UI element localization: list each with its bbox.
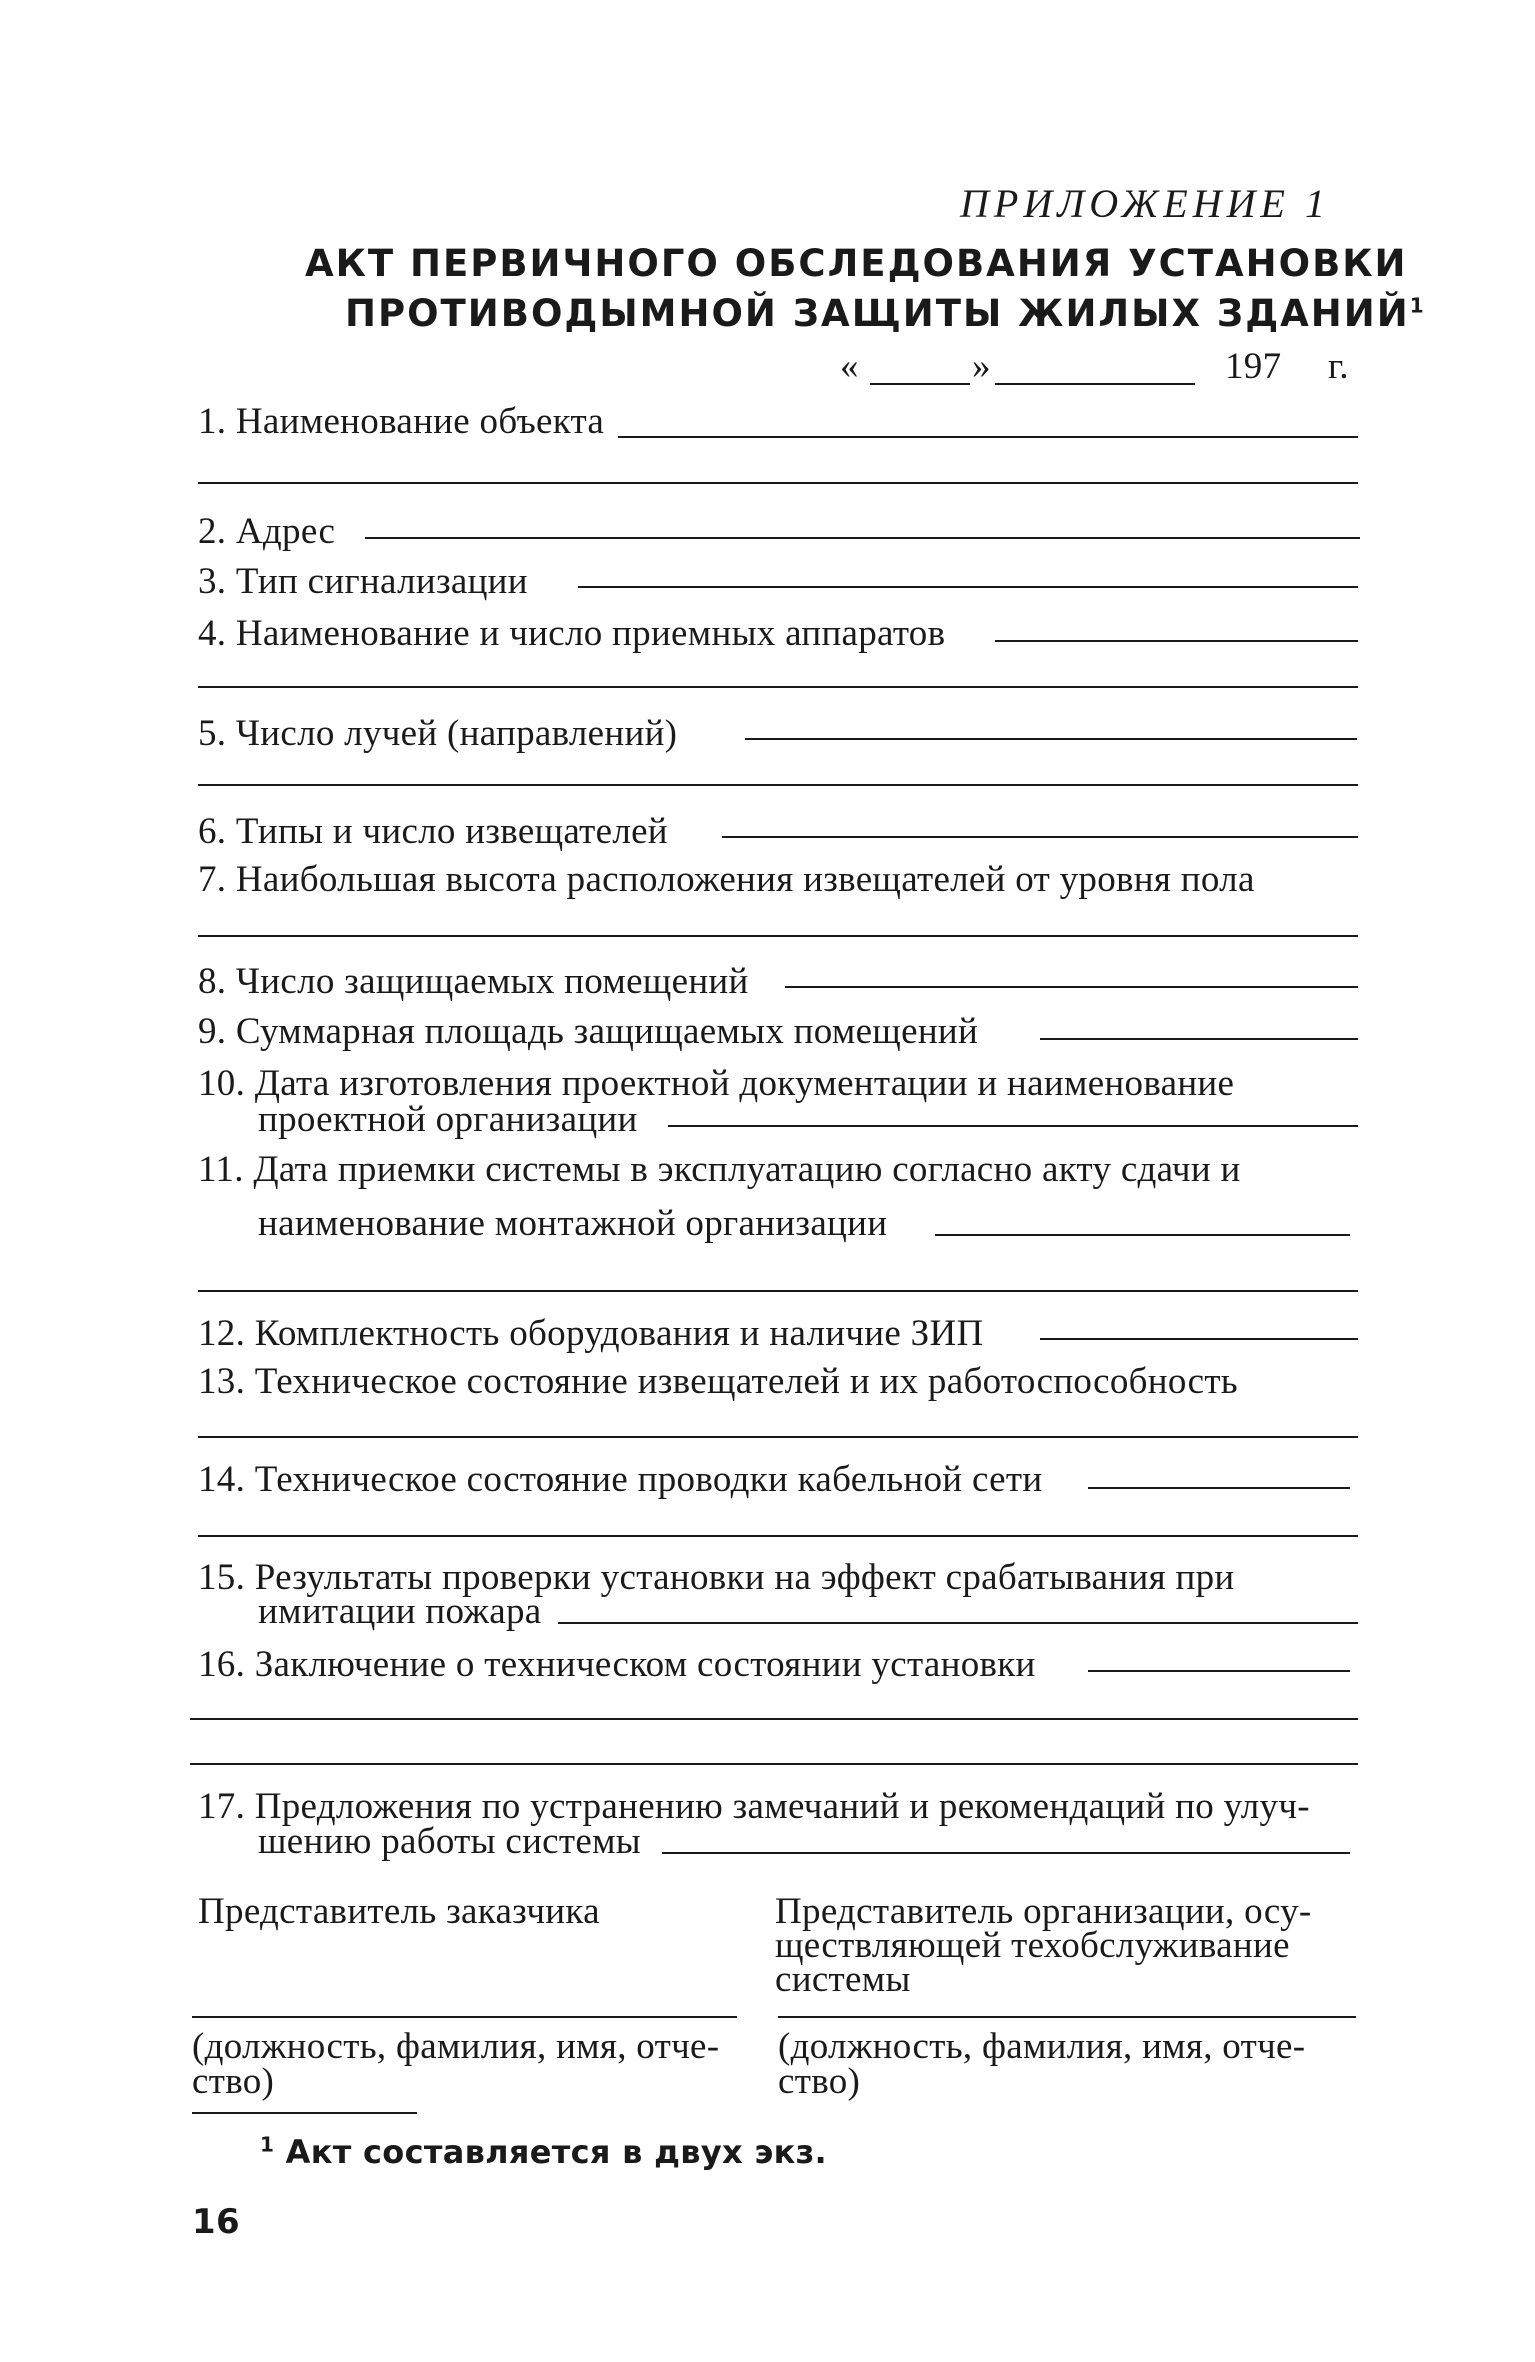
item-6-fill-line <box>722 836 1358 838</box>
item-1-fill-line <box>618 436 1358 438</box>
footnote <box>260 2130 827 2174</box>
signature-left-title: Представитель заказчика <box>198 1891 600 1932</box>
signature-right-caption-line-1: (должность, фамилия, имя, отче- <box>778 2026 1306 2067</box>
item-13-fill-line <box>198 1436 1358 1438</box>
item-14-fill-line <box>1088 1487 1350 1489</box>
date-year: 197 <box>1225 346 1282 387</box>
item-11-extra-line <box>198 1290 1358 1292</box>
signature-right-title-line-2: ществляющей техобслуживание <box>775 1925 1290 1966</box>
footnote-separator <box>192 2112 417 2114</box>
date-close-quote: » <box>972 346 991 387</box>
item-2-fill-line <box>365 537 1360 539</box>
item-1-label: 1. Наименование объекта <box>198 401 605 442</box>
item-12-label: 12. Комплектность оборудования и наличие ЗИП <box>198 1313 984 1354</box>
item-7-fill-line <box>198 935 1358 937</box>
item-5-fill-line <box>745 738 1357 740</box>
signature-right-title-line-3: системы <box>775 1959 911 2000</box>
signature-right-title-line-1: Представитель организации, осу- <box>775 1891 1312 1932</box>
item-15-fill-line <box>558 1622 1358 1624</box>
item-5-extra-line <box>198 784 1358 786</box>
item-9-fill-line <box>1040 1038 1358 1040</box>
item-13-label: 13. Техническое состояние извещателей и их работоспособность <box>198 1361 1238 1402</box>
date-suffix: г. <box>1328 346 1349 387</box>
item-16-extra-line-2 <box>190 1763 1358 1765</box>
item-12-fill-line <box>1040 1338 1358 1340</box>
item-17-label-line-1: 17. Предложения по устранению замечаний и рекомендаций по улуч- <box>198 1786 1310 1827</box>
title-line-1: АКТ ПЕРВИЧНОГО ОБСЛЕДОВАНИЯ УСТАНОВКИ <box>305 242 1408 285</box>
item-10-label-line-2: проектной организации <box>258 1099 638 1140</box>
item-10-label-line-1: 10. Дата изготовления проектной документации и наименование <box>198 1063 1235 1104</box>
item-15-label-line-2: имитации пожара <box>258 1591 542 1632</box>
date-open-quote: « <box>840 346 859 387</box>
item-16-fill-line <box>1088 1670 1350 1672</box>
footnote-text: Акт составляется в двух экз. <box>285 2133 828 2171</box>
item-7-label: 7. Наибольшая высота расположения извещателей от уровня пола <box>198 859 1255 900</box>
item-15-label-line-1: 15. Результаты проверки установки на эффект срабатывания при <box>198 1557 1235 1598</box>
item-14-label: 14. Техническое состояние проводки кабельной сети <box>198 1459 1043 1500</box>
item-9-label: 9. Суммарная площадь защищаемых помещений <box>198 1011 979 1052</box>
item-2-label: 2. Адрес <box>198 511 336 552</box>
date-day-line <box>870 383 970 385</box>
item-3-fill-line <box>578 586 1358 588</box>
item-1-extra-line <box>198 482 1358 484</box>
item-16-extra-line-1 <box>190 1718 1358 1720</box>
date-month-line <box>995 383 1195 385</box>
signature-left-caption-line-2: ство) <box>192 2061 275 2102</box>
item-14-extra-line <box>198 1535 1358 1537</box>
item-4-extra-line <box>198 686 1358 688</box>
item-11-fill-line <box>935 1234 1350 1236</box>
item-4-label: 4. Наименование и число приемных аппаратов <box>198 613 946 654</box>
item-11-label-line-2: наименование монтажной организации <box>258 1203 888 1244</box>
signature-left-line <box>192 2016 737 2018</box>
item-4-fill-line <box>995 640 1358 642</box>
item-17-label-line-2: шению работы системы <box>258 1821 641 1862</box>
item-5-label: 5. Число лучей (направлений) <box>198 713 678 754</box>
signature-right-line <box>778 2016 1356 2018</box>
item-8-fill-line <box>785 986 1358 988</box>
signature-right-caption-line-2: ство) <box>778 2061 861 2102</box>
title-line-2 <box>345 290 1426 338</box>
item-16-label: 16. Заключение о техническом состоянии установки <box>198 1644 1036 1685</box>
appendix-label: ПРИЛОЖЕНИЕ 1 <box>960 181 1330 226</box>
item-3-label: 3. Тип сигнализации <box>198 561 528 602</box>
footnote-mark: 1 <box>260 2132 275 2157</box>
page-number: 16 <box>192 2202 240 2242</box>
title-footnote-mark: 1 <box>1409 293 1426 318</box>
signature-left-caption-line-1: (должность, фамилия, имя, отче- <box>192 2026 720 2067</box>
item-6-label: 6. Типы и число извещателей <box>198 811 668 852</box>
item-17-fill-line <box>662 1852 1350 1854</box>
item-10-fill-line <box>668 1125 1358 1127</box>
title-line-2-text: ПРОТИВОДЫМНОЙ ЗАЩИТЫ ЖИЛЫХ ЗДАНИЙ <box>345 292 1410 335</box>
item-8-label: 8. Число защищаемых помещений <box>198 961 749 1002</box>
item-11-label-line-1: 11. Дата приемки системы в эксплуатацию согласно акту сдачи и <box>198 1149 1241 1190</box>
